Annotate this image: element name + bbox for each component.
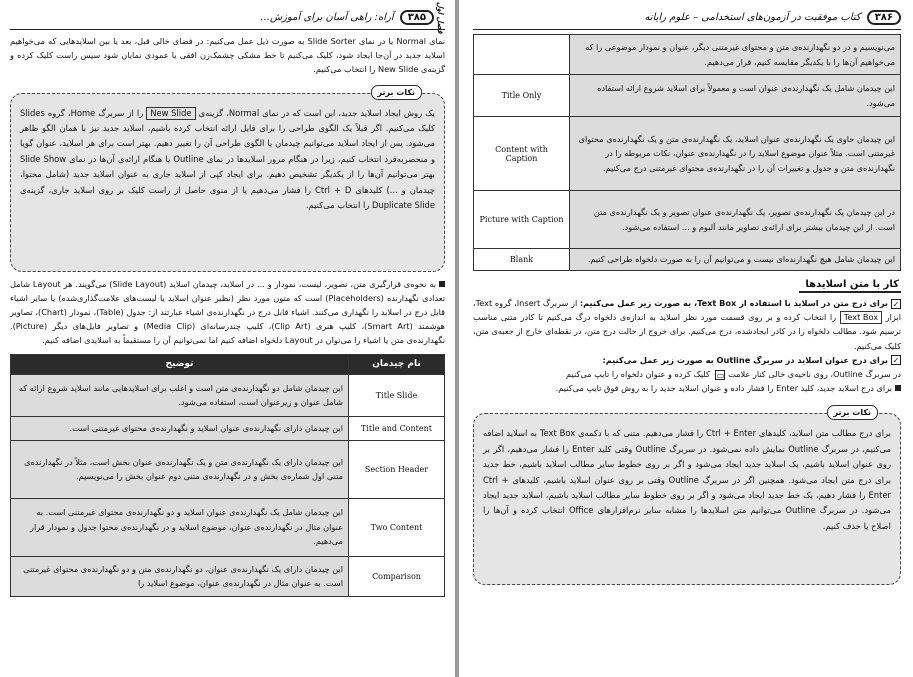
left-tip-text-after: را از سربرگ Home، گروه Slides کلیک می‌کنیم. اگر قبلاً یک الگوی طراحی را برای فایل ارائه انتخاب کرده باشیم، اسلاید جدید نیز با همان الگو ظاهر می‌شود. پس از ایجاد اسلاید می‌توانیم چیدمان یا الگوی طراحی آن را تغییر دهیم. بهتر است برای هر اسلاید، عنوان گویا و منحصربه‌فرد انتخاب کنیم، زیرا در هنگام مرور اسلایدها در نمای Outline یا هنگام ارائه‌ی آن‌ها در نمای Slide Show بهتر می‌توانیم آن‌ها را از یکدیگر تشخیص دهیم. برای ایجاد کپی از اسلاید جاری به عنوان اسلاید جدید (شامل محتوا، چیدمان و ...) کلیدهای Ctrl + D را فشار می‌دهیم یا از منوی حاصل از راست کلیک بر روی اسلاید جاری، گزینه‌ی Duplicate Slide را انتخاب می‌کنیم. (20, 107, 435, 211)
left-page (0, 0, 455, 677)
right-page-number: ۳۸۶ (867, 10, 901, 25)
table-row (11, 374, 445, 416)
new-slide-button-mock: New Slide (146, 107, 195, 120)
table-row (11, 440, 445, 498)
checkbox-icon: ✓ (892, 356, 900, 366)
item-2 (473, 353, 901, 367)
table-row (474, 249, 901, 271)
table-cell-desc: این چیدمان دارای یک نگهدارنده‌ی متن و یک نگهدارنده‌ی عنوان بخش است، مثلاً در نگهدارنده‌ی متنی اول شماره‌ی بخش و در نگهدارنده‌ی متنی دوم عنوان بخش را می‌نویسیم. (11, 440, 349, 498)
left-page-number: ۳۸۵ (400, 10, 434, 25)
table-row (11, 498, 445, 556)
table-cell-desc: این چیدمان شامل یک نگهدارنده‌ی عنوان اسلاید و دو نگهدارنده‌ی محتوای غیرمتنی است. به عنوان مثال در نگهدارنده‌ی عنوان، موضوع اسلاید و در نگهدارنده‌ی محتوا جدول و نمودار قرار می‌دهیم. (11, 498, 349, 556)
left-para-1: نمای Normal یا در نمای Slide Sorter به صورت ذیل عمل می‌کنیم: در فضای خالی قبل، بعد یا بین اسلایدهایی که می‌خواهیم اسلاید جدید در آن‌جا ایجاد شود، کلیک می‌کنیم تا خط مشکی چشمک‌زن افقی یا عمودی نمایان شود سپس راست کلیک کرده و گزینه‌ی New Slide را انتخاب می‌کنیم. (10, 36, 445, 75)
layout-table-right (473, 34, 901, 271)
table-row (11, 416, 445, 440)
table-cell-desc: این چیدمان شامل یک نگهدارنده‌ی عنوان است و معمولاً برای اسلاید شروع ارائه استفاده می‌شود. (570, 75, 901, 117)
left-page-title: آراه: راهی آسان برای آموزش... (260, 12, 394, 23)
table-cell-desc: این چیدمان شامل دو نگهدارنده‌ی متن است و اغلب برای اسلایدهایی مانند اسلاید شروع ارائه که شامل عنوان و زیرعنوان است، استفاده می‌شود. (11, 374, 349, 416)
table-cell-name: Title Slide (349, 374, 445, 416)
table-header-desc: توضیح (11, 354, 349, 374)
item-2-line-2-text: برای درج اسلاید جدید، کلید Enter را فشار داده و عنوان اسلاید جدید را به روش فوق تایپ می‌کنیم. (555, 383, 892, 394)
table-cell-desc: این چیدمان حاوی یک نگهدارنده‌ی عنوان اسلاید، یک نگهدارنده‌ی متن و یک نگهدارنده‌ی محتوای غیرمتنی است. مثلاً عنوان موضوع اسلاید را در نگهدارنده‌ی عنوان، نکات مربوطه را در نگهدارنده‌ی متن و جدول و تغییرات آن را در نگهدارنده‌ی محتوای غیرمتنی درج می‌کنیم. (570, 117, 901, 191)
table-row (11, 556, 445, 596)
item-1-title: برای درج متن در اسلاید با استفاده از Text Box، به صورت زیر عمل می‌کنیم: (579, 298, 889, 308)
table-row (474, 191, 901, 249)
table-cell-name: Picture with Caption (474, 191, 570, 249)
table-cell-name: Comparison (349, 556, 445, 596)
item-1 (473, 296, 901, 353)
checkbox-icon: ✓ (892, 299, 900, 309)
right-page-title: کتاب موفقیت در آزمون‌های استخدامی – علوم رایانه (644, 12, 861, 23)
item-2-line-1-after: کلیک کرده و عنوان دلخواه را تایپ می‌کنیم (566, 369, 710, 380)
table-header-name: نام چیدمان (349, 354, 445, 374)
table-row (474, 117, 901, 191)
table-row (474, 75, 901, 117)
table-cell-name (474, 35, 570, 75)
table-cell-name: Title and Content (349, 416, 445, 440)
table-cell-desc: این چیدمان دارای نگهدارنده‌ی عنوان اسلاید و نگهدارنده‌ی محتوای غیرمتنی است. (11, 416, 349, 440)
table-cell-name: Two Content (349, 498, 445, 556)
right-page (459, 0, 913, 677)
table-cell-name: Section Header (349, 440, 445, 498)
bullet-square-icon (439, 281, 445, 287)
bullet-square-icon (895, 385, 901, 391)
layout-table-left (10, 354, 445, 597)
left-para-2-text: به نحوه‌ی قرارگیری متن، تصویر، لیست، نمودار و ... در اسلاید، چیدمان اسلاید (Slide Layout) می‌گویند. هر Layout شامل تعدادی نگهدارنده (Placeholders) است که متون مورد نظر (نظیر عنوان اسلاید یا لیست‌های علامت‌گذاری‌شده) یا سایر اشیاء قابل درج در اسلاید را نگهداری می‌کنند. اشیاء قابل درج در نگهدارنده‌ی اشیاء عبارتند از: جدول (Table)، نمودار (Chart)، تصاویر هوشمند (Smart Art)، کلیپ هنری (Clip Art)، کلیپ چندرسانه‌ای (Media Clip) و تصاویر فایل‌های دیگر (Picture). نگهدارنده‌ی متن یا اشیاء را می‌توان در Layout دلخواه اضافه کنیم اما نمی‌توانیم آن را مستقیماً به اسلایدی اضافه کنیم. (10, 278, 445, 346)
table-cell-name: Title Only (474, 75, 570, 117)
chapter-label: فصل اول (436, 1, 445, 34)
left-tip-box (10, 87, 445, 272)
left-tip-text (20, 106, 435, 214)
left-tip-label: نکات برتر (371, 85, 422, 100)
text-box-button-mock: Text Box (840, 311, 882, 324)
slide-outline-icon: ▭ (716, 370, 725, 380)
table-cell-desc: در این چیدمان یک نگهدارنده‌ی تصویر، یک نگهدارنده‌ی عنوان تصویر و یک نگهدارنده‌ی متن است. از این چیدمان بیشتر برای ارائه‌ی تصاویر مانند آلبوم و ... استفاده می‌شود. (570, 191, 901, 249)
right-tip-text: برای درج مطالب متن اسلاید، کلیدهای Ctrl + Enter را فشار می‌دهیم. متنی که با دکمه‌ی Text Box به اسلاید اضافه می‌کنیم، در سربرگ Outline نمایش داده نمی‌شود. در سربرگ Outline وقتی کلید Enter را فشار می‌دهیم، اگر بر روی عنوان اسلاید باشیم، یک اسلاید جدید ایجاد می‌شود و اگر بر روی خطوط سایر مطالب اسلاید باشیم، خط جدید برای درج متن ایجاد می‌شود. همچنین اگر در سربرگ Outline وقتی بر روی عنوان اسلاید باشیم، کلیدهای Ctrl + Enter را فشار دهیم، یک خط جدید ایجاد می‌شود و اگر بر روی خطوط سایر مطالب اسلاید باشیم، اسلاید جدید ایجاد می‌شود. در سربرگ Outline می‌توانیم متن اسلایدها را مشابه سایر نرم‌افزارهای Office انتخاب کرده و آن‌ها را اصلاح یا حذف کنیم. (483, 428, 891, 531)
item-1-text-before: از سربرگ Insert، گروه Text، ابزار (473, 298, 901, 323)
left-tip-text-before: یک روش ایجاد اسلاید جدید، این است که در نمای Normal، گزینه‌ی (198, 107, 435, 118)
item-2-line-2 (473, 381, 901, 395)
right-tip-box (473, 408, 901, 585)
item-2-line-1-before: در سربرگ Outline، روی ناحیه‌ی خالی کنار علامت (728, 369, 901, 380)
table-row (474, 35, 901, 75)
table-cell-name: Content with Caption (474, 117, 570, 191)
table-cell-desc: این چیدمان دارای یک نگهدارنده‌ی عنوان، دو نگهدارنده‌ی متن و دو نگهدارنده‌ی محتوای غیرمتنی است. به عنوان مثال در نگهدارنده‌ی عنوان، موضوع اسلاید را (11, 556, 349, 596)
right-tip-label: نکات برتر (827, 405, 878, 420)
left-para-2 (10, 277, 445, 348)
table-header-row (11, 354, 445, 374)
table-cell-name: Blank (474, 249, 570, 271)
right-page-header (473, 6, 901, 30)
item-1-text-after: را انتخاب کرده و بر روی قسمت مورد نظر اسلاید به اندازه‌ی دلخواه درگ می‌کنیم تا کادر متنی مناسب ترسیم شود. مطالب دلخواه را در کادر ایجادشده، درج می‌کنیم. برای خروج از حالت درج متن، در نقطه‌ای خارج از جعبه‌ی متن، کلیک می‌کنیم. (473, 312, 901, 351)
item-2-title: برای درج عنوان اسلاید در سربرگ Outline به صورت زیر عمل می‌کنیم: (602, 354, 888, 365)
table-cell-desc: این چیدمان شامل هیچ نگهدارنده‌ای نیست و می‌توانیم آن را به صورت دلخواه طراحی کنیم. (570, 249, 901, 271)
item-2-line-1 (473, 367, 901, 381)
section-title: کار با متن اسلایدها (799, 279, 901, 293)
table-cell-desc: می‌نویسیم و در دو نگهدارنده‌ی متن و محتوای غیرمتنی دیگر، عنوان و نمودار موضوعی را که می‌خواهیم آن‌ها را با یکدیگر مقایسه کنیم، قرار می‌دهیم. (570, 35, 901, 75)
left-page-header (10, 1, 445, 34)
